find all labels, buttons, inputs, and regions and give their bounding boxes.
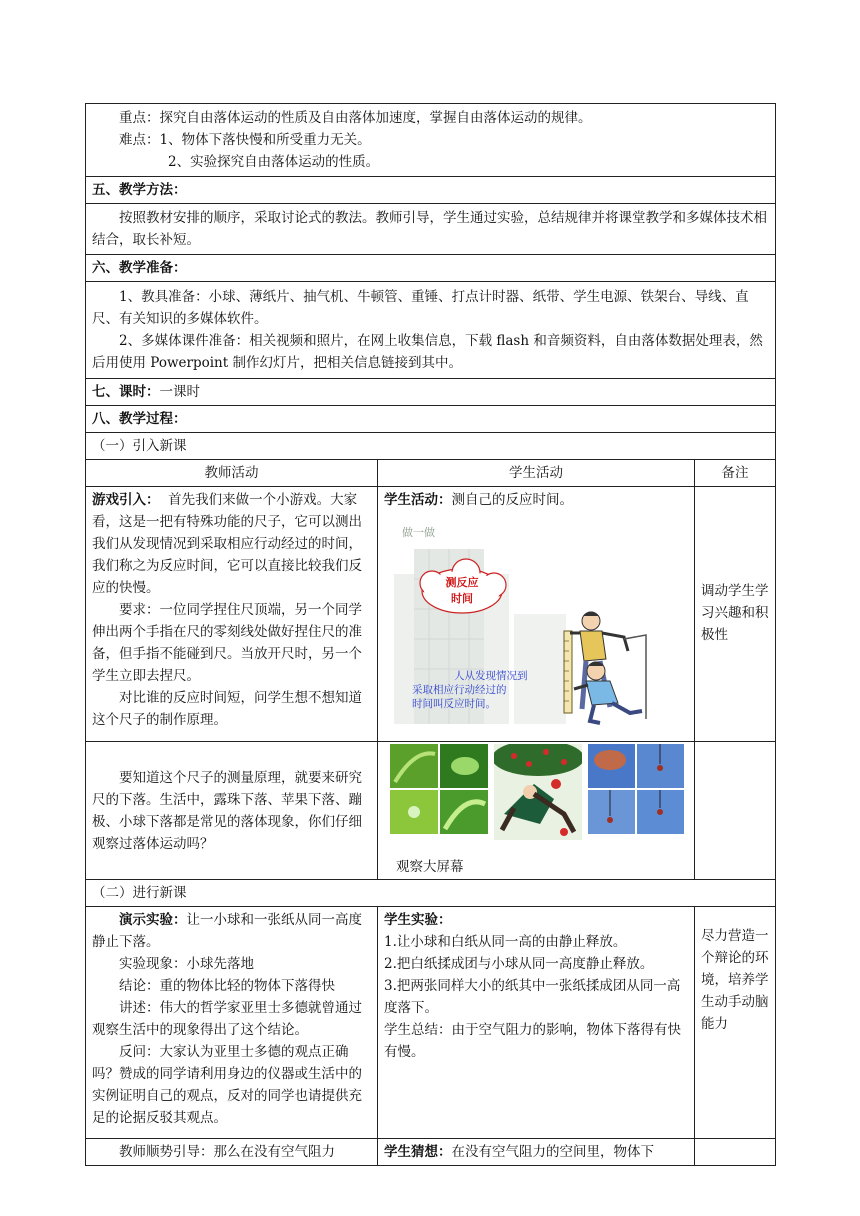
caption-line-1: 人从发现情况到 — [454, 670, 528, 682]
demo-row — [86, 907, 776, 1139]
period-row — [86, 379, 776, 406]
phenomena-teacher-cell — [86, 742, 378, 880]
demo-teacher-p5: 反问：大家认为亚里士多德的观点正确吗？赞成的同学请利用身边的仪器或生活中的实例证明自己的观点，反对的同学也请提供充足的论据反驳其观点。 — [92, 1044, 362, 1126]
process-heading: 八、教学过程： — [86, 406, 776, 433]
intro-student-lead: 学生活动： — [384, 492, 452, 508]
demo-teacher-cell — [86, 907, 378, 1139]
period-heading: 七、课时： — [92, 384, 160, 400]
demo-student-2: 2.把白纸揉成团与小球从同一高度静止释放。 — [384, 956, 654, 972]
guess-teacher-text: 教师顺势引导：那么在没有空气阻力 — [119, 1144, 335, 1160]
intro-row — [86, 487, 776, 742]
guess-teacher-cell — [86, 1139, 378, 1166]
intro-teacher-p2: 要求：一位同学捏住尺顶端，另一个同学伸出两个手指在尺的零刻线处做好捏住尺的准备，但手指不能碰到尺。当放开尺时，另一个学生立即去捏尺。 — [92, 602, 362, 684]
bubble-line-2: 时间 — [451, 592, 473, 605]
document-body — [85, 103, 775, 1166]
apple-fall-image — [494, 744, 582, 840]
intro-teacher-lead: 游戏引入： — [92, 492, 160, 508]
intro-teacher-cell — [86, 487, 378, 742]
demo-student-4: 学生总结：由于空气阻力的影响，物体下落得有快有慢。 — [384, 1022, 681, 1060]
guess-row — [86, 1139, 776, 1166]
section2-title: （二）进行新课 — [86, 880, 776, 907]
focus-row — [86, 104, 776, 177]
phenomena-caption: 观察大屏幕 — [396, 859, 464, 875]
demo-student-3: 3.把两张同样大小的纸其中一张纸揉成团从同一高度落下。 — [384, 978, 681, 1016]
demo-note: 尽力营造一个辩论的环境，培养学生动手动脑能力 — [695, 907, 776, 1139]
demo-teacher-p4: 讲述：伟大的哲学家亚里士多德就曾通过观察生活中的现象得出了这个结论。 — [92, 1000, 362, 1038]
demo-teacher-p2: 实验现象：小球先落地 — [119, 956, 254, 972]
caption-line-3: 时间叫反应时间。 — [412, 698, 496, 710]
prep-heading-row — [86, 255, 776, 282]
guess-student-cell — [378, 1139, 695, 1166]
section1-title: （一）引入新课 — [86, 433, 776, 460]
difficulty-1: 难点：1、物体下落快慢和所受重力无关。 — [119, 132, 371, 148]
demo-student-cell — [378, 907, 695, 1139]
guess-student-text: 在没有空气阻力的空间里，物体下 — [451, 1144, 654, 1160]
col-teacher: 教师活动 — [86, 460, 378, 487]
caption-line-2: 采取相应行动经过的 — [412, 684, 507, 696]
figure-tag: 做一做 — [402, 526, 435, 539]
intro-student-text: 测自己的反应时间。 — [451, 492, 573, 508]
section2-row — [86, 880, 776, 907]
period-value: 一课时 — [159, 384, 200, 400]
demo-teacher-lead: 演示实验： — [119, 912, 187, 928]
reaction-time-figure — [384, 519, 684, 739]
method-heading-row — [86, 177, 776, 204]
dew-drop-image — [390, 744, 488, 834]
prep-heading: 六、教学准备： — [86, 255, 776, 282]
demo-student-lead: 学生实验： — [384, 912, 452, 928]
guess-note-cell — [695, 1139, 776, 1166]
key-point: 重点：探究自由落体运动的性质及自由落体加速度，掌握自由落体运动的规律。 — [119, 110, 592, 126]
bubble-line-1: 测反应 — [445, 576, 479, 589]
col-note: 备注 — [695, 460, 776, 487]
intro-note: 调动学生学习兴趣和积极性 — [695, 487, 776, 742]
reaction-time-illustration — [384, 519, 684, 734]
method-row — [86, 204, 776, 255]
difficulty-2: 2、实验探究自由落体运动的性质。 — [168, 154, 380, 170]
phenomena-images — [382, 744, 690, 874]
intro-teacher-p1: 首先我们来做一个小游戏。大家看，这是一把有特殊功能的尺子，它可以测出我们从发现情况到采取相应行动经过的时间，我们称之为反应时间，它可以直接比较我们反应的快慢。 — [92, 492, 362, 596]
column-header-row — [86, 460, 776, 487]
demo-teacher-p3: 结论：重的物体比轻的物体下落得快 — [119, 978, 335, 994]
guess-student-lead: 学生猜想： — [384, 1144, 452, 1160]
demo-teacher-lead-text: 让一小球和一张纸从同一高度静止下落。 — [92, 912, 362, 950]
students-ruler-drawing — [564, 609, 646, 724]
phenomena-note-cell — [695, 742, 776, 880]
intro-student-cell — [378, 487, 695, 742]
phenomena-teacher-p1: 要知道这个尺子的测量原理，就要来研究尺的下落。生活中，露珠下落、苹果下落、蹦极、小球下落都是常见的落体现象，你们仔细观察过落体运动吗？ — [92, 769, 362, 852]
prep-item-1: 1、教具准备：小球、薄纸片、抽气机、牛顿管、重锤、打点计时器、纸带、学生电源、铁架台、导线、直尺、有关知识的多媒体软件。 — [92, 289, 749, 327]
phenomena-row — [86, 742, 776, 880]
intro-teacher-p3: 对比谁的反应时间短，问学生想不想知道这个尺子的制作原理。 — [92, 690, 362, 728]
col-student: 学生活动 — [378, 460, 695, 487]
section1-row — [86, 433, 776, 460]
method-heading: 五、教学方法： — [86, 177, 776, 204]
process-heading-row — [86, 406, 776, 433]
lesson-plan-table — [85, 103, 776, 1166]
method-text: 按照教材安排的顺序，采取讨论式的教法。教师引导，学生通过实验，总结规律并将课堂教学和多媒体技术相结合，取长补短。 — [92, 210, 767, 248]
phenomena-student-cell — [378, 742, 695, 880]
demo-student-1: 1.让小球和白纸从同一高的由静止释放。 — [384, 934, 627, 950]
bungee-image — [588, 744, 684, 834]
prep-row — [86, 282, 776, 379]
prep-item-2: 2、多媒体课件准备：相关视频和照片，在网上收集信息，下载 flash 和音频资料，自由落体数据处理表，然后用使用 Powerpoint 制作幻灯片，把相关信息链接到其中。 — [92, 333, 763, 371]
